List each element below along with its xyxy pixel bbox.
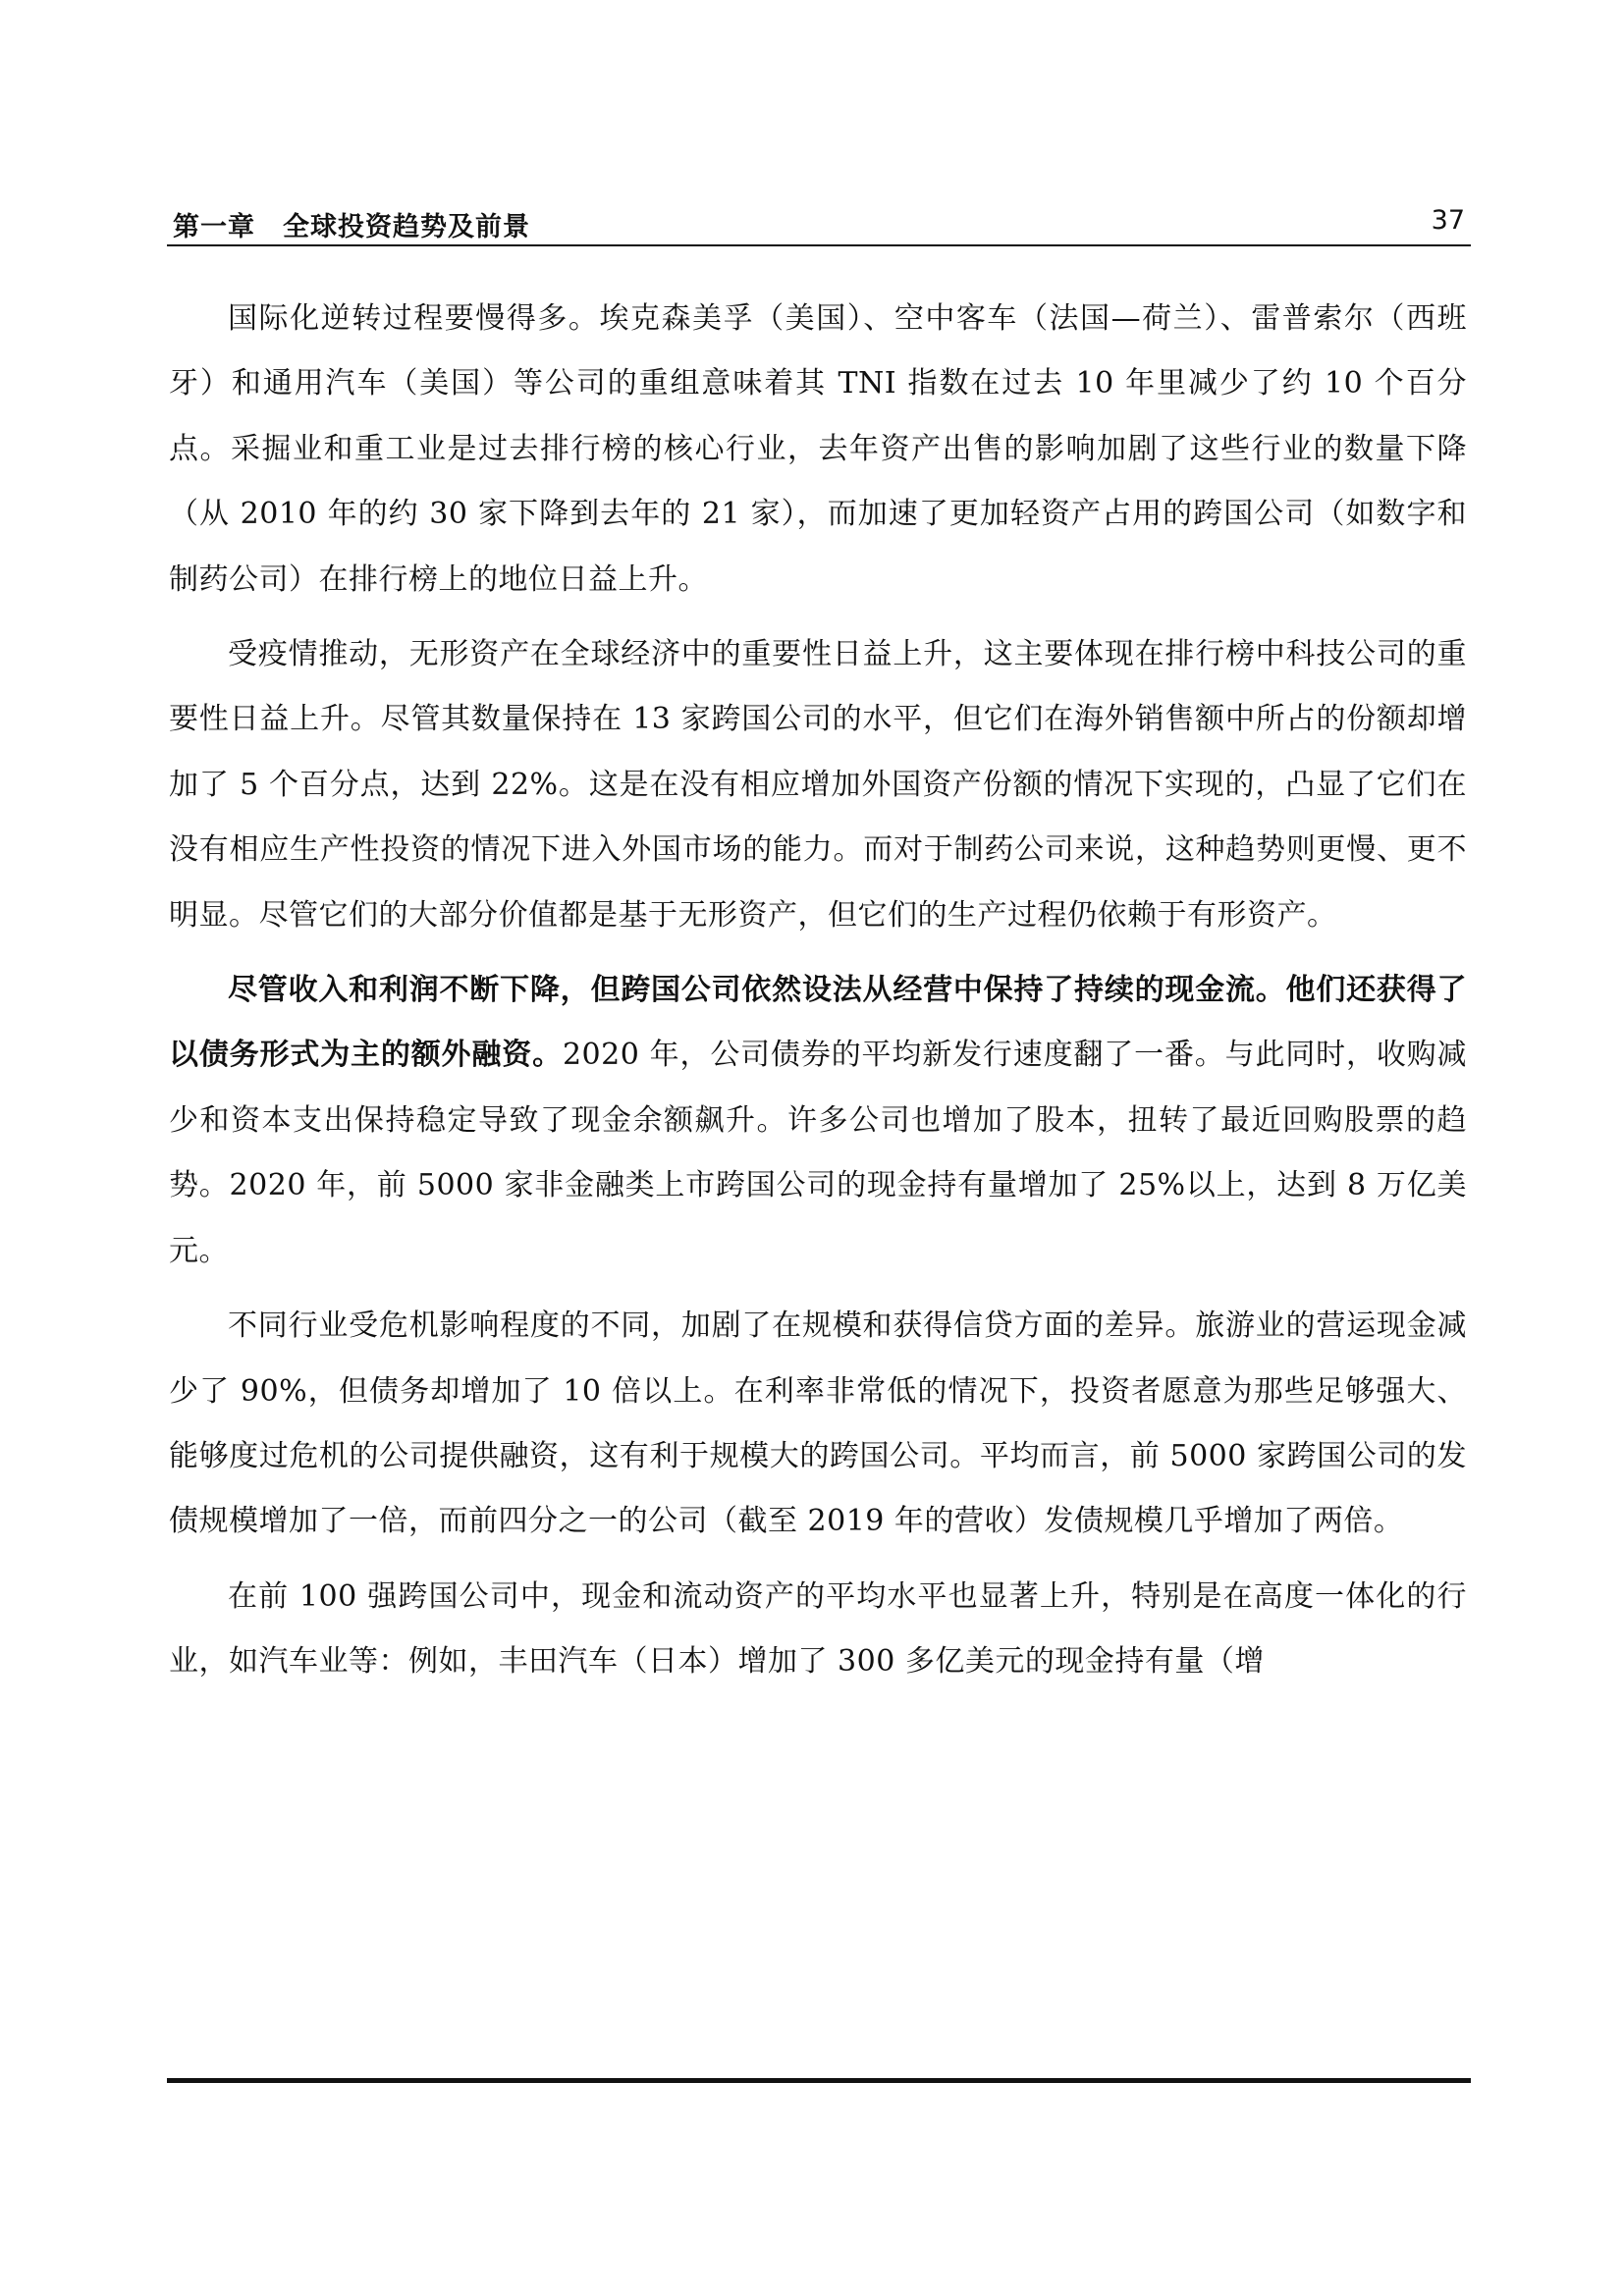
paragraph-5-text: 在前 100 强跨国公司中，现金和流动资产的平均水平也显著上升，特别是在高度一体化的行业，如汽车业等：例如，丰田汽车（日本）增加了 300 多亿美元的现金持有量（增 xyxy=(169,1578,1467,1680)
running-header xyxy=(167,201,1471,246)
paragraph-4-text: 不同行业受危机影响程度的不同，加剧了在规模和获得信贷方面的差异。旅游业的营运现金减少了 90%，但债务却增加了 10 倍以上。在利率非常低的情况下，投资者愿意为那些足够强大、能够度过危机的公司提供融资，这有利于规模大的跨国公司。平均而言，前 5000 家跨国公司的发债规模增加了一倍，而前四分之一的公司（截至 2019 年的营收）发债规模几乎增加了两倍。 xyxy=(169,1308,1467,1539)
paragraph-2 xyxy=(169,622,1467,948)
page-number: 37 xyxy=(1431,205,1465,236)
paragraph-1 xyxy=(169,287,1467,613)
chapter-title: 第一章 全球投资趋势及前景 xyxy=(173,212,530,242)
paragraph-3-text: 2020 年，公司债券的平均新发行速度翻了一番。与此同时，收购减少和资本支出保持稳定导致了现金余额飙升。许多公司也增加了股本，扭转了最近回购股票的趋势。2020 年，前 5000 家非金融类上市跨国公司的现金持有量增加了 25%以上，达到 8 万亿美元。 xyxy=(169,1038,1468,1268)
paragraph-2-text: 受疫情推动，无形资产在全球经济中的重要性日益上升，这主要体现在排行榜中科技公司的重要性日益上升。尽管其数量保持在 13 家跨国公司的水平，但它们在海外销售额中所占的份额却增加了 5 个百分点，达到 22%。这是在没有相应增加外国资产份额的情况下实现的，凸显了它们在没有相应生产性投资的情况下进入外国市场的能力。而对于制药公司来说，这种趋势则更慢、更不明显。尽管它们的大部分价值都是基于无形资产，但它们的生产过程仍依赖于有形资产。 xyxy=(169,637,1467,933)
body-text xyxy=(169,287,1467,1705)
footer-rule xyxy=(167,2078,1471,2083)
paragraph-4 xyxy=(169,1294,1467,1555)
paragraph-3-bold-lead: 尽管收入和利润不断下降，但跨国公司依然设法从经营中保持了持续的现金流。他们还获得了以债务形式为主的额外融资。 xyxy=(169,973,1467,1073)
paragraph-5 xyxy=(169,1565,1467,1695)
paragraph-1-text: 国际化逆转过程要慢得多。埃克森美孚（美国）、空中客车（法国—荷兰）、雷普索尔（西班牙）和通用汽车（美国）等公司的重组意味着其 TNI 指数在过去 10 年里减少了约 10 个百分点。采掘业和重工业是过去排行榜的核心行业，去年资产出售的影响加剧了这些行业的数量下降（从 2010 年的约 30 家下降到去年的 21 家），而加速了更加轻资产占用的跨国公司（如数字和制药公司）在排行榜上的地位日益上升。 xyxy=(169,301,1467,597)
paragraph-3 xyxy=(169,958,1467,1284)
